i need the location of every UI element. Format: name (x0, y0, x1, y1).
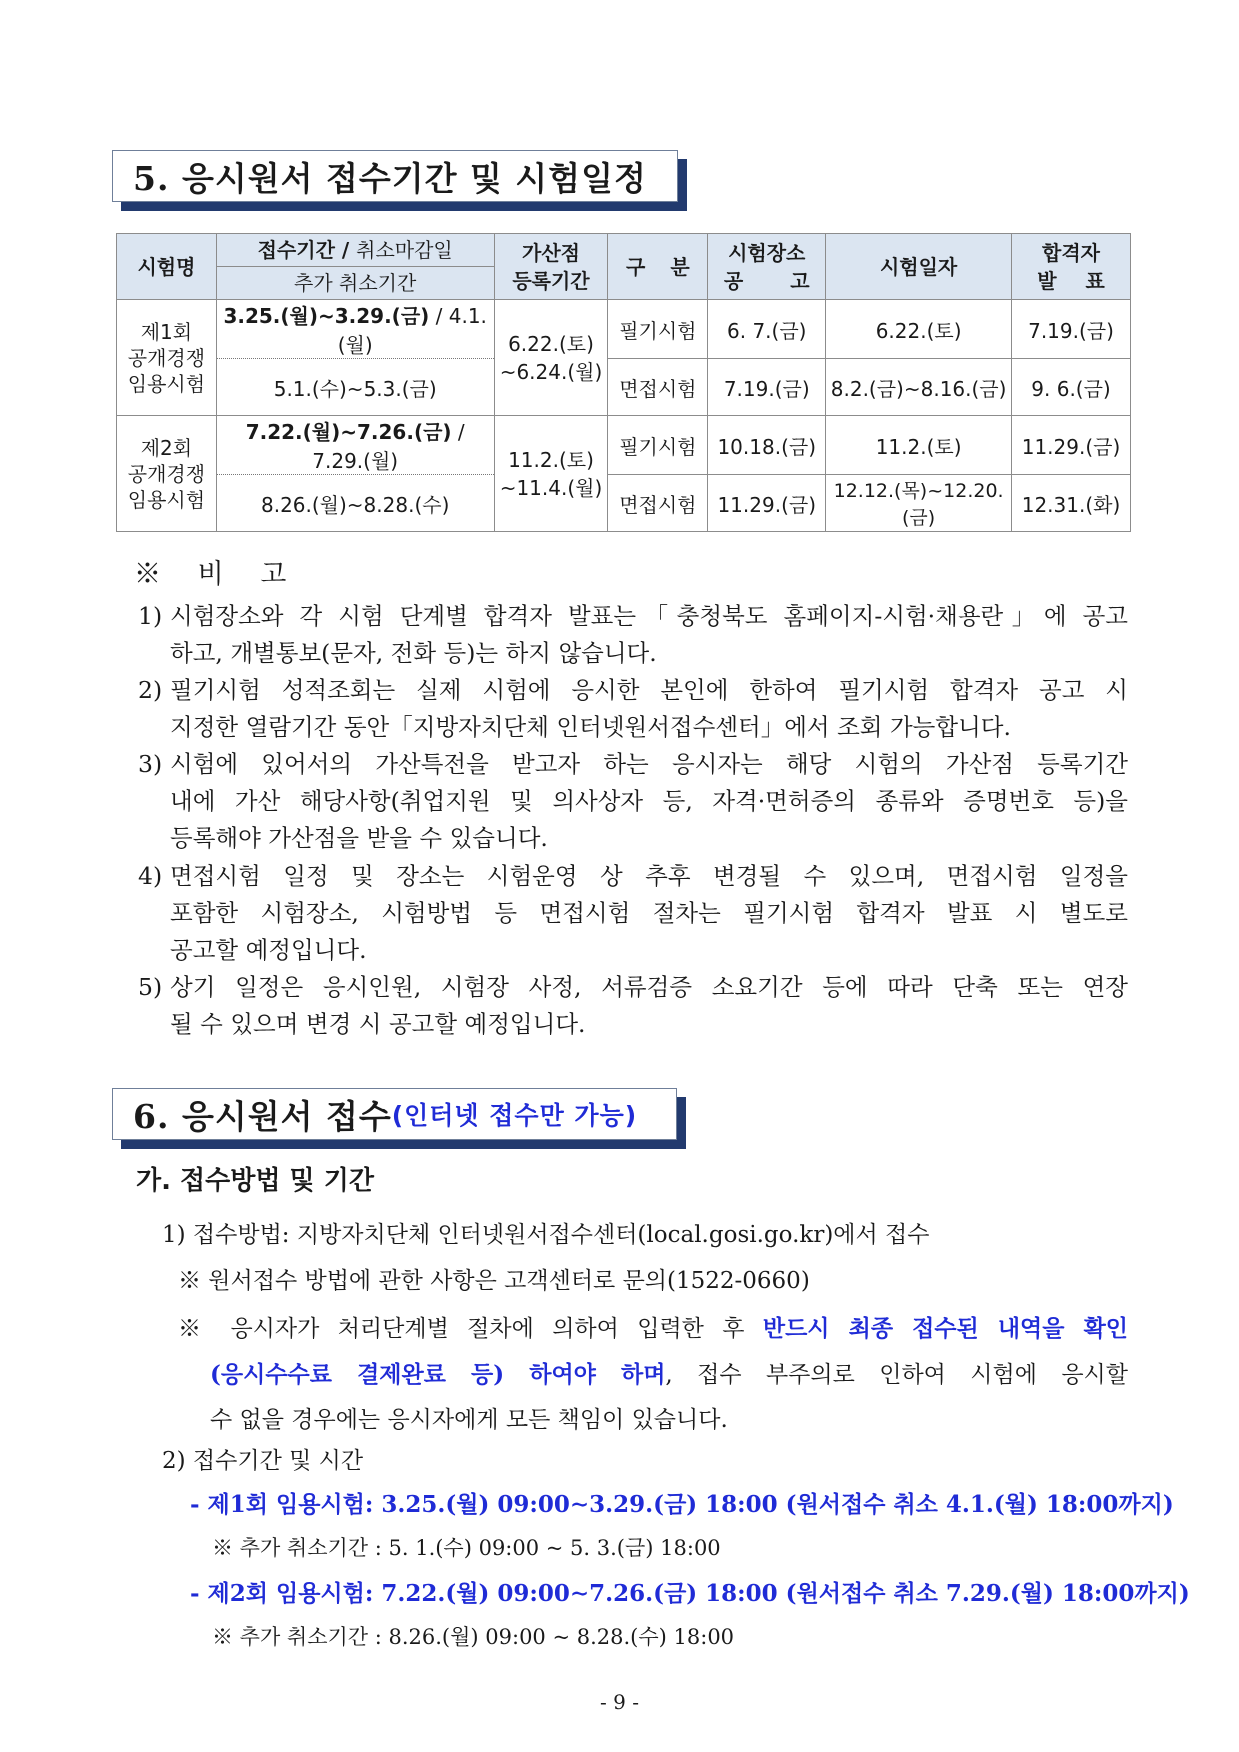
section-5-title-box (112, 150, 678, 202)
result-date: 12.31.(화) (1012, 475, 1131, 532)
method-item-2: 2) 접수기간 및 시간 (162, 1448, 364, 1474)
round-name: 제2회 공개경쟁 임용시험 (117, 416, 217, 532)
header-result: 합격자 발 표 (1012, 234, 1131, 300)
page-number: - 9 - (600, 1690, 639, 1714)
header-extra-cancel: 추가 취소기간 (216, 267, 494, 300)
header-reception: 접수기간 / 취소마감일 (216, 234, 494, 267)
table-row (117, 359, 1131, 416)
venue-notice-date: 11.29.(금) (708, 475, 826, 532)
round-name: 제1회 공개경쟁 임용시험 (117, 300, 217, 416)
round-1-extra-cancel: ※ 추가 취소기간 : 5. 1.(수) 09:00 ~ 5. 3.(금) 18:00 (212, 1536, 721, 1560)
result-date: 9. 6.(금) (1012, 359, 1131, 416)
round-1-schedule: - 제1회 임용시험: 3.25.(월) 09:00∼3.29.(금) 18:00 (원서접수 취소 4.1.(월) 18:00까지) (190, 1491, 1174, 1518)
note-item-4: 4) 면접시험 일정 및 장소는 시험운영 상 추후 변경될 수 있으며, 면접시험 일정을 포함한 시험장소, 시험방법 등 면접시험 절차는 필기시험 합격자 발표 시 별도로 공고할 예정입니다. (138, 862, 1128, 964)
exam-date: 6.22.(토) (826, 300, 1012, 359)
exam-date: 8.2.(금)~8.16.(금) (826, 359, 1012, 416)
method-heading: 가. 접수방법 및 기간 (136, 1166, 374, 1196)
table-row (117, 475, 1131, 532)
extra-cancel-period: 8.26.(월)~8.28.(수) (216, 475, 494, 532)
exam-date: 11.2.(토) (826, 416, 1012, 475)
reception-period: 3.25.(월)~3.29.(금) / 4.1.(월) (216, 300, 494, 359)
reception-period: 7.22.(월)~7.26.(금) / 7.29.(월) (216, 416, 494, 475)
category-written: 필기시험 (608, 416, 708, 475)
note-item-3: 3) 시험에 있어서의 가산특전을 받고자 하는 응시자는 해당 시험의 가산점 등록기간 내에 가산 해당사항(취업지원 및 의사상자 등, 자격·면허증의 종류와 증명번호 등)을 등록해야 가산점을 받을 수 있습니다. (138, 750, 1128, 852)
category-interview: 면접시험 (608, 359, 708, 416)
method-note-1: ※ 원서접수 방법에 관한 사항은 고객센터로 문의(1522-0660) (178, 1268, 810, 1294)
bonus-period: 6.22.(토) ~6.24.(월) (494, 300, 608, 416)
venue-notice-date: 10.18.(금) (708, 416, 826, 475)
header-exam-name: 시험명 (117, 234, 217, 300)
venue-notice-date: 7.19.(금) (708, 359, 826, 416)
section-5-title: 5. 응시원서 접수기간 및 시험일정 (133, 158, 647, 198)
section-6-subtitle: (인터넷 접수만 가능) (391, 1101, 638, 1130)
section-6-title: 6. 응시원서 접수 (133, 1096, 392, 1136)
method-item-1: 1) 접수방법: 지방자치단체 인터넷원서접수센터(local.gosi.go.kr)에서 접수 (162, 1222, 930, 1248)
table-row (117, 416, 1131, 475)
note-item-2: 2) 필기시험 성적조회는 실제 시험에 응시한 본인에 한하여 필기시험 합격자 공고 시 지정한 열람기간 동안「지방자치단체 인터넷원서접수센터」에서 조회 가능합니다. (138, 676, 1128, 741)
result-date: 11.29.(금) (1012, 416, 1131, 475)
round-2-extra-cancel: ※ 추가 취소기간 : 8.26.(월) 09:00 ~ 8.28.(수) 18:00 (212, 1625, 735, 1649)
method-note-2: ※ 응시자가 처리단계별 절차에 의하여 입력한 후 반드시 최종 접수된 내역을 확인 (응시수수료 결제완료 등) 하여야 하며, 접수 부주의로 인하여 시험에 응시할 수 없을 경우에는 응시자에게 모든 책임이 있습니다. (178, 1315, 1129, 1433)
note-item-5: 5) 상기 일정은 응시인원, 시험장 사정, 서류검증 소요기간 등에 따라 단축 또는 연장 될 수 있으며 변경 시 공고할 예정입니다. (138, 973, 1128, 1038)
header-exam-date: 시험일자 (826, 234, 1012, 300)
header-bonus-period: 가산점 등록기간 (494, 234, 608, 300)
note-item-1: 1) 시험장소와 각 시험 단계별 합격자 발표는「충청북도 홈페이지-시험·채용란」에 공고 하고, 개별통보(문자, 전화 등)는 하지 않습니다. (138, 602, 1128, 667)
exam-date: 12.12.(목)~12.20.(금) (826, 475, 1012, 532)
category-written: 필기시험 (608, 300, 708, 359)
venue-notice-date: 6. 7.(금) (708, 300, 826, 359)
bonus-period: 11.2.(토) ~11.4.(월) (494, 416, 608, 532)
table-row (117, 300, 1131, 359)
round-2-schedule: - 제2회 임용시험: 7.22.(월) 09:00∼7.26.(금) 18:00 (원서접수 취소 7.29.(월) 18:00까지) (190, 1580, 1190, 1607)
exam-schedule-table (116, 233, 1131, 532)
section-6-title-box (112, 1088, 677, 1140)
header-venue-notice: 시험장소 공 고 (708, 234, 826, 300)
header-category: 구 분 (608, 234, 708, 300)
notes-heading: ※ 비 고 (134, 559, 301, 590)
category-interview: 면접시험 (608, 475, 708, 532)
extra-cancel-period: 5.1.(수)~5.3.(금) (216, 359, 494, 416)
result-date: 7.19.(금) (1012, 300, 1131, 359)
